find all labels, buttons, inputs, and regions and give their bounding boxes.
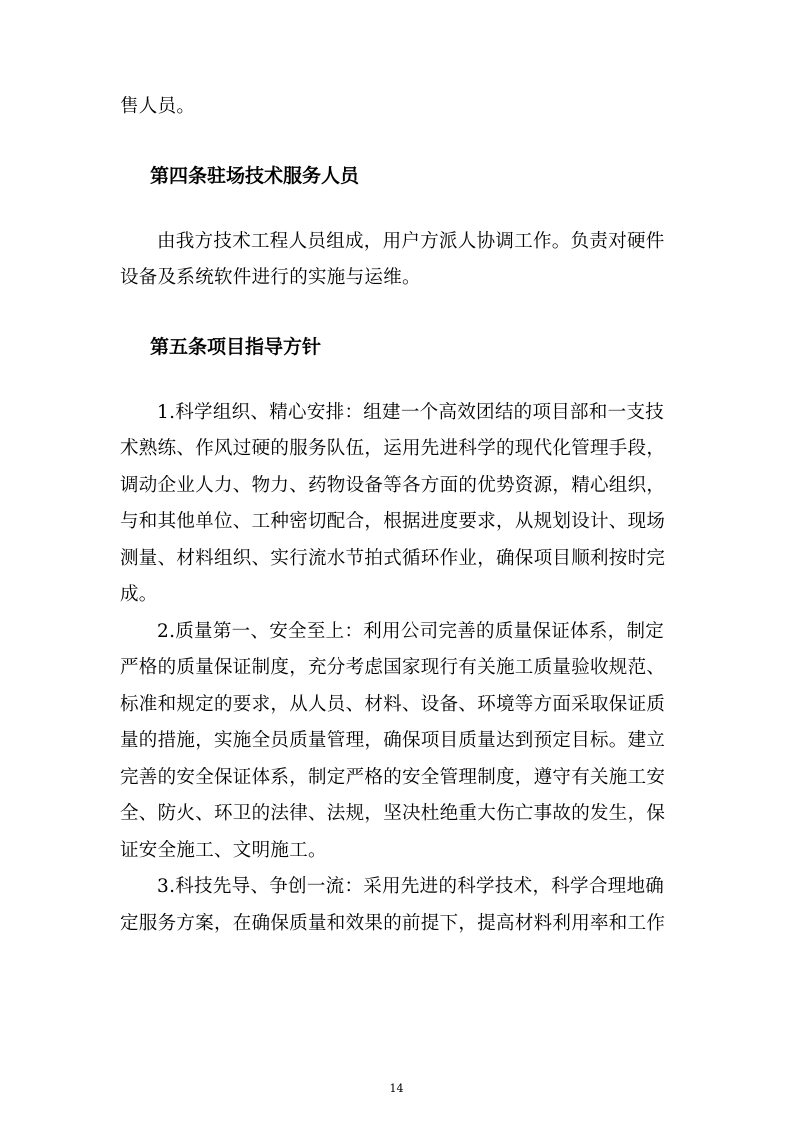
section-4-heading: 第四条驻场技术服务人员 — [150, 164, 360, 187]
text-line: 设备及系统软件进行的实施与运维。 — [120, 267, 421, 288]
guideline-item-1 — [120, 395, 665, 614]
text-line: 1.科学组织、精心安排：组建一个高效团结的项目部和一支技 — [157, 401, 665, 423]
text-line: 全、防火、环卫的法律、法规，坚决杜绝重大伤亡事故的发生，保 — [120, 803, 666, 824]
section-5-heading: 第五条项目指导方针 — [150, 335, 322, 358]
guideline-item-2 — [120, 614, 665, 870]
section-4-paragraph — [120, 224, 665, 297]
text-line: 成。 — [120, 584, 158, 605]
text-line: 严格的质量保证制度，充分考虑国家现行有关施工质量验收规范、 — [120, 657, 666, 678]
text-line: 售人员。 — [120, 96, 196, 117]
text-line: 标准和规定的要求，从人员、材料、设备、环境等方面采取保证质 — [120, 693, 666, 715]
text-line: 2.质量第一、安全至上：利用公司完善的质量保证体系，制定 — [157, 620, 665, 642]
page-number: 14 — [389, 1082, 404, 1095]
intro-paragraph — [120, 89, 665, 126]
text-line: 定服务方案，在确保质量和效果的前提下，提高材料利用率和工作 — [120, 912, 666, 934]
guideline-item-3 — [120, 869, 665, 942]
text-line: 3.科技先导、争创一流：采用先进的科学技术，科学合理地确 — [157, 876, 665, 897]
text-line: 量的措施，实施全员质量管理，确保项目质量达到预定目标。建立 — [120, 730, 666, 751]
text-line: 调动企业人力、物力、药物设备等各方面的优势资源，精心组织， — [120, 474, 666, 496]
text-line: 由我方技术工程人员组成，用户方派人协调工作。负责对硬件 — [157, 230, 665, 252]
text-line: 证安全施工、文明施工。 — [120, 839, 327, 861]
text-line: 完善的安全保证体系，制定严格的安全管理制度，遵守有关施工安 — [120, 766, 666, 788]
text-line: 测量、材料组织、实行流水节拍式循环作业，确保项目顺利按时完 — [120, 547, 666, 569]
document-body — [120, 89, 665, 942]
text-line: 术熟练、作风过硬的服务队伍，运用先进科学的现代化管理手段， — [120, 438, 666, 459]
text-line: 与和其他单位、工种密切配合，根据进度要求，从规划设计、现场 — [120, 511, 666, 532]
